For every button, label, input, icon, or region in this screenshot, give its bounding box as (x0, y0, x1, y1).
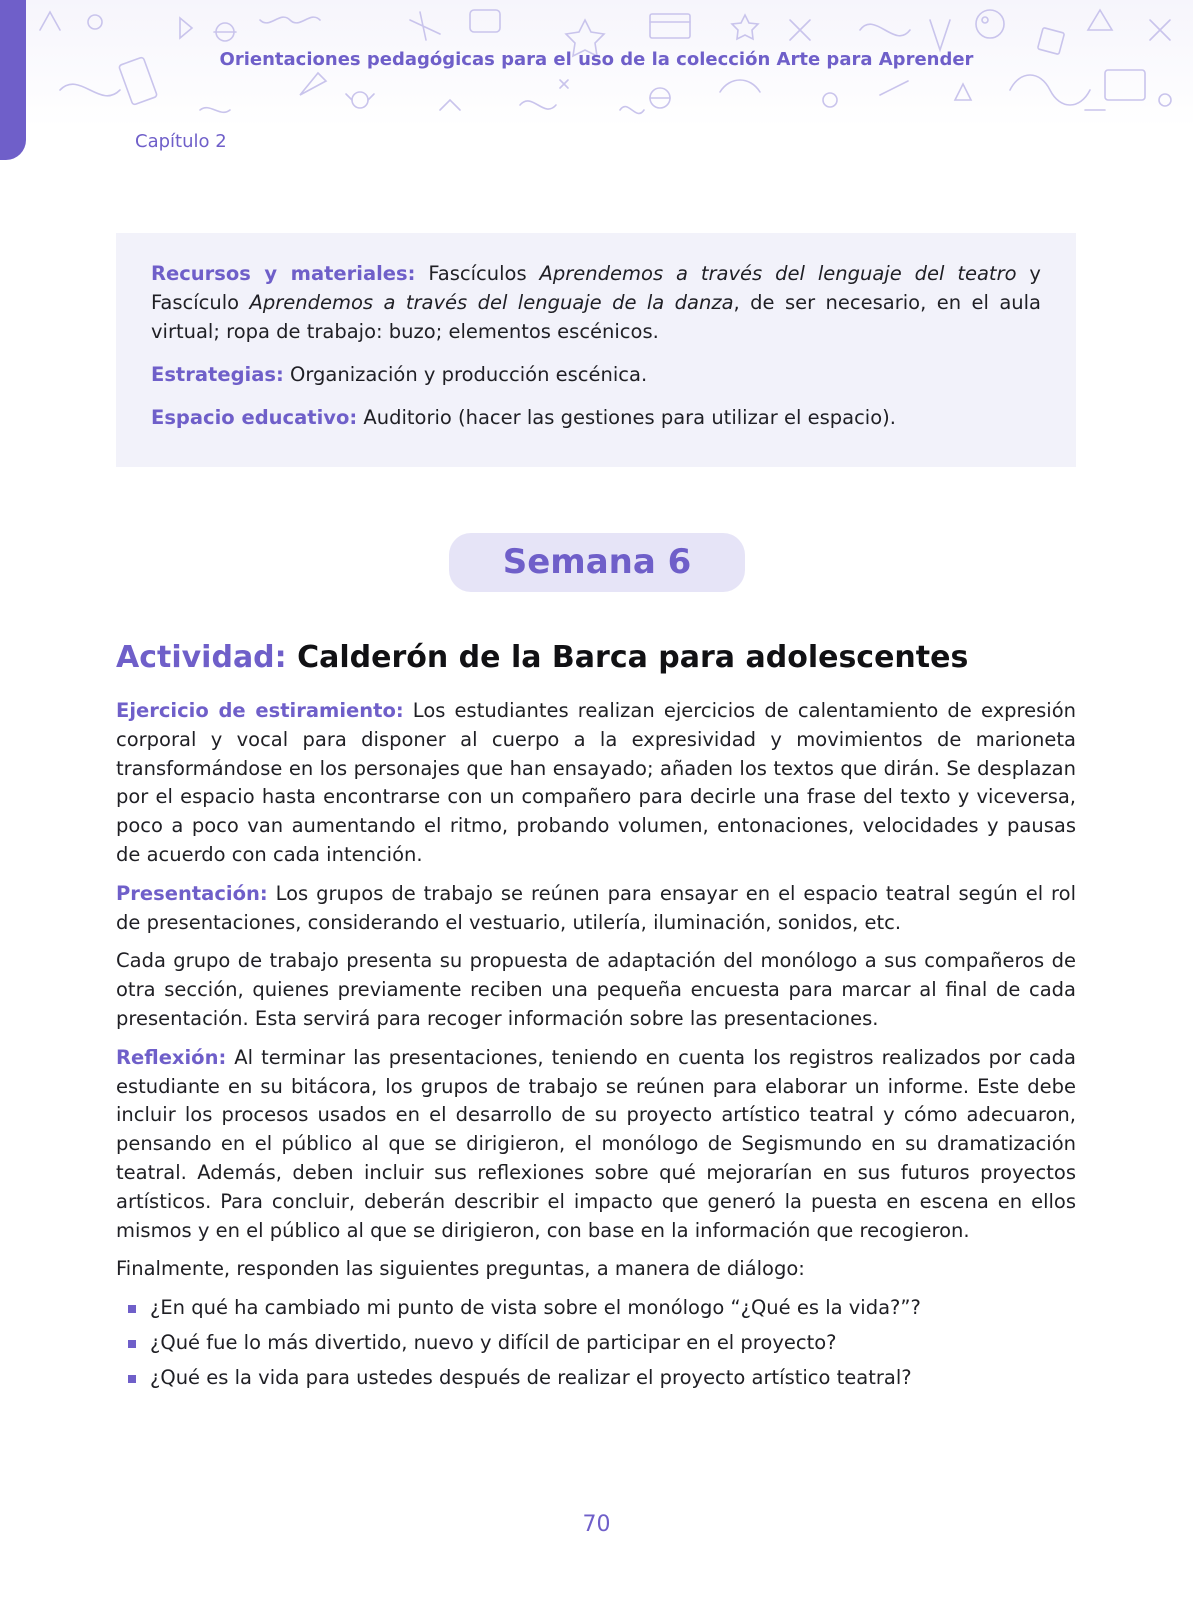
resources-paragraph (151, 259, 1041, 346)
running-title: Orientaciones pedagógicas para el uso de la colección Arte para Aprender (219, 49, 974, 70)
reflection-label: Reflexión: (116, 1045, 227, 1069)
resources-box (116, 233, 1076, 467)
reflection-text: Al terminar las presentaciones, teniendo en cuenta los registros realizados por cada estudiante en su bitácora, los grupos de trabajo se reúnen para elaborar un informe. Este debe incluir los procesos usados en el desarrollo de su proyecto artístico teatral y cómo adecuaron, pensando en el público al que se dirigieron, el monólogo de Segismundo en su dramatización teatral. Además, deben incluir sus reflexiones sobre qué mejorarían en sus futuros proyectos artísticos. Para concluir, deberán describir el impacto que generó la puesta en escena en ellos mismos y en el público al que se dirigieron, con base en la información que recogieron. (116, 1045, 1076, 1242)
chapter-side-tab (0, 0, 26, 160)
space-label: Espacio educativo: (151, 406, 358, 429)
presentation-paragraph (116, 880, 1076, 938)
final-paragraph: Finalmente, responden las siguientes preguntas, a manera de diálogo: (116, 1257, 805, 1281)
resources-text-1: Fascículos (415, 262, 540, 285)
square-bullet-icon (128, 1305, 136, 1313)
question-text: ¿Qué fue lo más divertido, nuevo y difícil de participar en el proyecto? (150, 1330, 837, 1354)
activity-label: Actividad: (116, 640, 287, 675)
question-text: ¿Qué es la vida para ustedes después de realizar el proyecto artístico teatral? (150, 1365, 912, 1389)
stretch-label: Ejercicio de estiramiento: (116, 699, 404, 722)
reflection-paragraph (116, 1044, 1076, 1246)
week-badge: Semana 6 (449, 533, 745, 592)
resources-text-2: y Fascículo (151, 262, 1041, 314)
presentation-label: Presentación: (116, 881, 268, 905)
square-bullet-icon (128, 1340, 136, 1348)
resources-dance-booklet: Aprendemos a través del lenguaje de la danza (249, 291, 734, 314)
activity-title: Calderón de la Barca para adolescentes (286, 640, 969, 675)
stretch-text: Los estudiantes realizan ejercicios de calentamiento de expresión corporal y vocal para disponer al cuerpo a la expresividad y movimientos de marioneta transformándose en los personajes que han ensayado; añaden los textos que dirán. Se desplazan por el espacio hasta encontrarse con un compañero para decirle una frase del texto y viceversa, poco a poco van aumentando el ritmo, probando volumen, entonaciones, velocidades y pausas de acuerdo con cada intención. (116, 699, 1076, 866)
question-text: ¿En qué ha cambiado mi punto de vista sobre el monólogo “¿Qué es la vida?”? (150, 1296, 921, 1320)
square-bullet-icon (128, 1375, 136, 1383)
page-number: 70 (582, 1512, 611, 1537)
strategies-paragraph (151, 360, 1041, 389)
questions-list (116, 1294, 1076, 1392)
activity-body (116, 697, 1076, 1399)
activity-heading (116, 640, 1076, 675)
list-item (116, 1294, 1076, 1323)
space-paragraph (151, 403, 1041, 432)
presentation-text: Los grupos de trabajo se reúnen para ensayar en el espacio teatral según el rol de presentaciones, considerando el vestuario, utilería, iluminación, sonidos, etc. (116, 881, 1076, 934)
resources-label: Recursos y materiales: (151, 262, 416, 285)
group-paragraph: Cada grupo de trabajo presenta su propuesta de adaptación del monólogo a sus compañeros de otra sección, quienes previamente reciben una pequeña encuesta para marcar al final de cada presentación. Esta servirá para recoger información sobre las presentaciones. (116, 949, 1076, 1030)
stretch-paragraph (116, 697, 1076, 870)
strategies-text: Organización y producción escénica. (283, 363, 648, 386)
chapter-label: Capítulo 2 (135, 131, 227, 152)
list-item (116, 1364, 1076, 1393)
resources-theatre-booklet: Aprendemos a través del lenguaje del teatro (539, 262, 1017, 285)
resources-text-3: , de ser necesario, en el aula virtual; ropa de trabajo: buzo; elementos escénicos. (151, 291, 1041, 343)
space-text: Auditorio (hacer las gestiones para utilizar el espacio). (357, 406, 896, 429)
strategies-label: Estrategias: (151, 363, 284, 386)
list-item (116, 1329, 1076, 1358)
